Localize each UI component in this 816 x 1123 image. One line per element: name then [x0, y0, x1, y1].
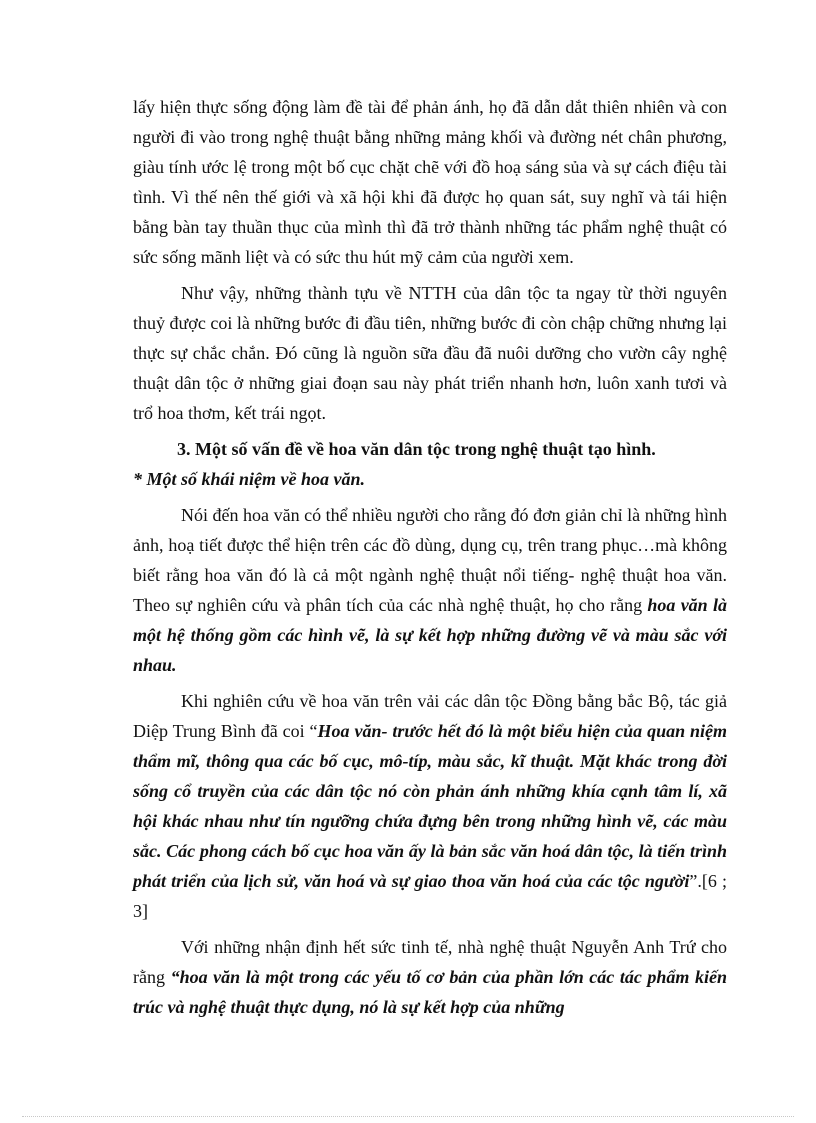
paragraph-4-text: Khi nghiên cứu về hoa văn trên vải các dân tộc Đồng bằng bắc Bộ, tác giả Diệp Trung Bình đã coi “ — [133, 691, 727, 741]
paragraph-5 — [133, 932, 727, 1022]
document-page — [133, 92, 727, 1028]
paragraph-3-text: Nói đến hoa văn có thể nhiều người cho rằng đó đơn giản chỉ là những hình ảnh, hoạ tiết được thể hiện trên các đồ dùng, dụng cụ, trên trang phục…mà không biết rằng hoa văn đó là cả một ngành nghệ thuật nổi tiếng- nghệ thuật hoa văn. Theo sự nghiên cứu và phân tích của các nhà nghệ thuật, họ cho rằng — [133, 505, 727, 615]
page-bottom-border — [22, 1116, 794, 1117]
paragraph-2: Như vậy, những thành tựu về NTTH của dân tộc ta ngay từ thời nguyên thuỷ được coi là những bước đi đầu tiên, những bước đi còn chập chững nhưng lại thực sự chắc chắn. Đó cũng là nguồn sữa đầu đã nuôi dưỡng cho vườn cây nghệ thuật dân tộc ở những giai đoạn sau này phát triển nhanh hơn, luôn xanh tươi và trổ hoa thơm, kết trái ngọt. — [133, 283, 727, 423]
subsection-heading: * Một số khái niệm về hoa văn. — [133, 469, 366, 489]
paragraph-3 — [133, 500, 727, 680]
paragraph-5-quote: “hoa văn là một trong các yếu tố cơ bản của phần lớn các tác phẩm kiến trúc và nghệ thuật thực dụng, nó là sự kết hợp của những — [133, 967, 727, 1017]
paragraph-5-text: Với những nhận định hết sức tinh tế, nhà nghệ thuật Nguyễn Anh Trứ cho rằng — [133, 937, 727, 987]
paragraph-4-quote: Hoa văn- trước hết đó là một biểu hiện của quan niệm thẩm mĩ, thông qua các bố cục, mô-típ, màu sắc, kĩ thuật. Mặt khác trong đời sống cổ truyền của các dân tộc nó còn phản ánh những khía cạnh tâm lí, xã hội khác nhau như tín ngưỡng chứa đựng bên trong những hình vẽ, các màu sắc. Các phong cách bố cục hoa văn ấy là bản sắc văn hoá dân tộc, là tiến trình phát triển của lịch sử, văn hoá và sự giao thoa văn hoá của các tộc người — [133, 721, 727, 891]
paragraph-3-emphasis: hoa văn là một hệ thống gồm các hình vẽ, là sự kết hợp những đường vẽ và màu sắc với nhau. — [133, 595, 727, 675]
paragraph-4 — [133, 686, 727, 926]
paragraph-1: lấy hiện thực sống động làm đề tài để phản ánh, họ đã dẫn dắt thiên nhiên và con người đi vào trong nghệ thuật bằng những mảng khối và đường nét chân phương, giàu tính ước lệ trong một bố cục chặt chẽ với đồ hoạ sáng sủa và sự cách điệu tài tình. Vì thế nên thế giới và xã hội khi đã được họ quan sát, suy nghĩ và tái hiện bằng bàn tay thuần thục của mình thì đã trở thành những tác phẩm nghệ thuật có sức sống mãnh liệt và có sức thu hút mỹ cảm của người xem. — [133, 97, 727, 267]
paragraph-4-citation: ”.[6 ; 3] — [133, 871, 728, 921]
section-heading: 3. Một số vấn đề về hoa văn dân tộc trong nghệ thuật tạo hình. — [177, 439, 656, 459]
